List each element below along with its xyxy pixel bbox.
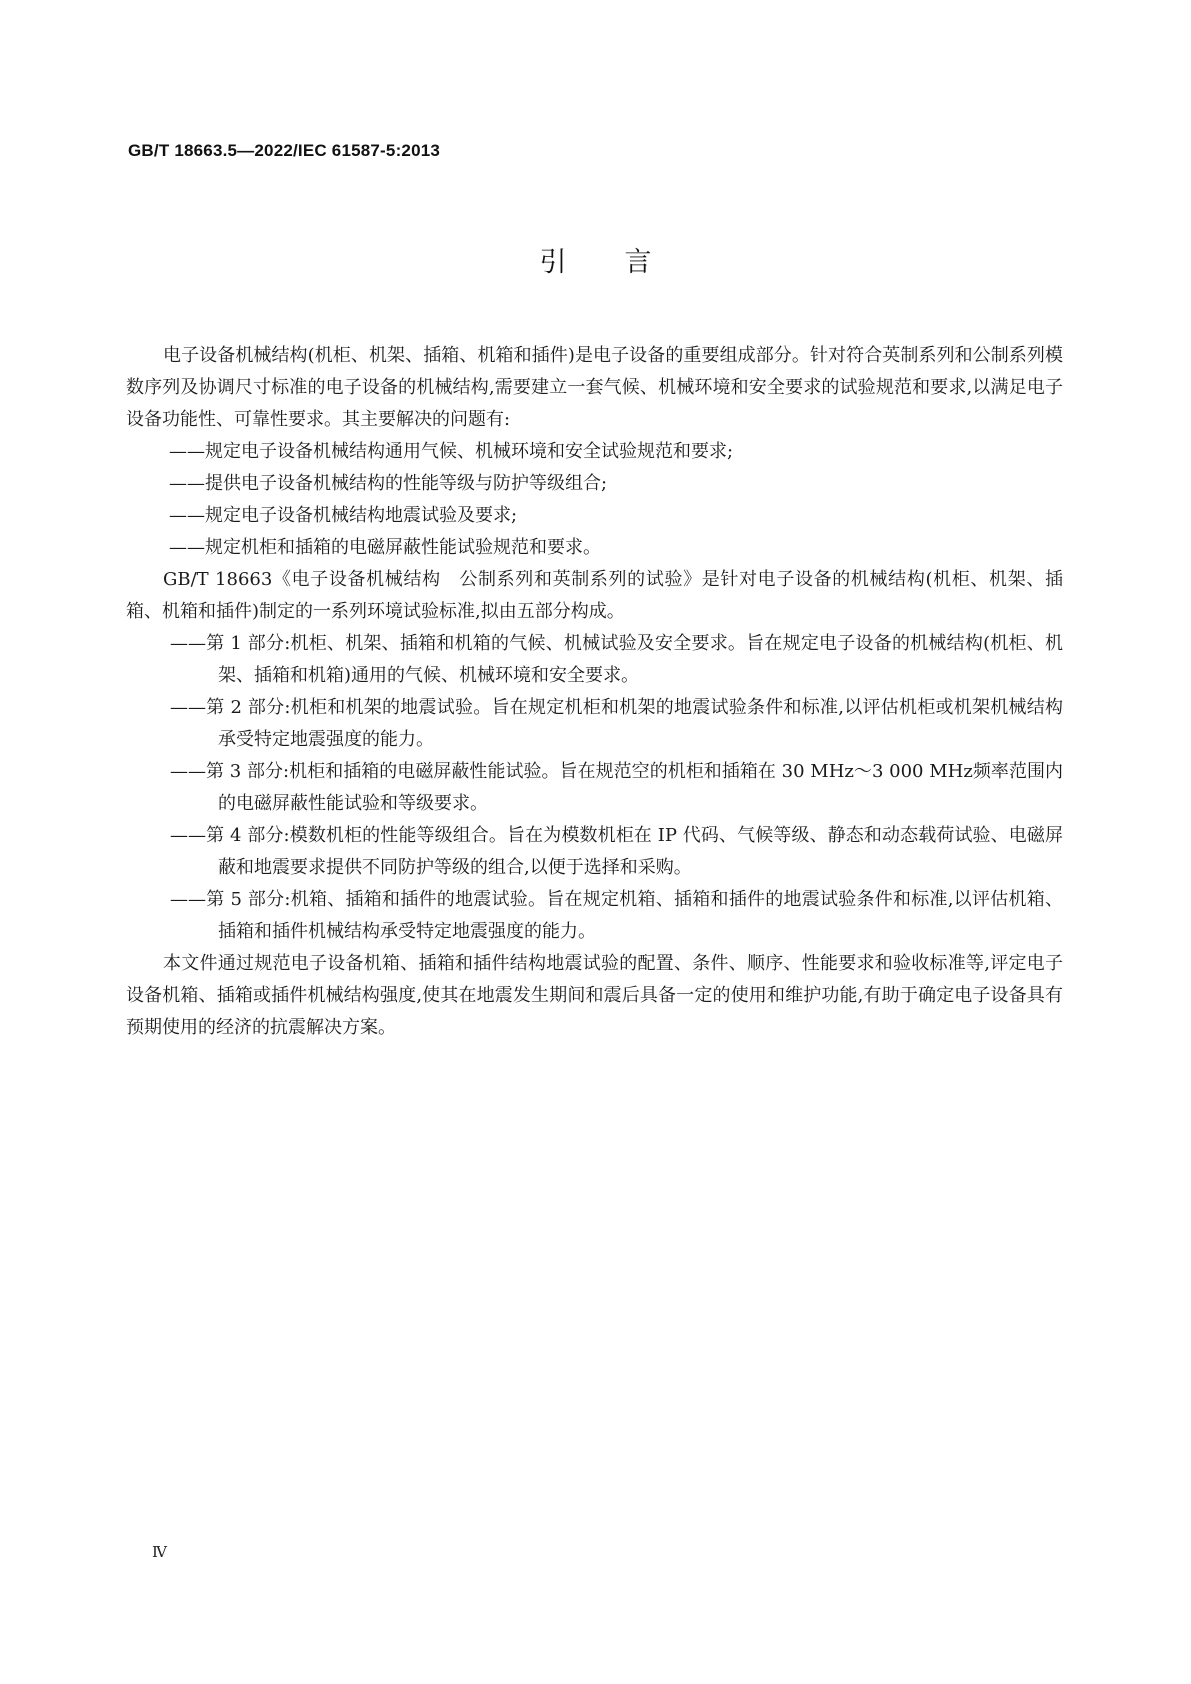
part-item-5: ——第 5 部分:机箱、插箱和插件的地震试验。旨在规定机箱、插箱和插件的地震试验条件和标准,以评估机箱、插箱和插件机械结构承受特定地震强度的能力。 bbox=[170, 889, 1063, 942]
problem-item-1: ——规定电子设备机械结构通用气候、机械环境和安全试验规范和要求; bbox=[169, 441, 734, 462]
problem-item-4: ——规定机柜和插箱的电磁屏蔽性能试验规范和要求。 bbox=[169, 537, 601, 558]
closing-paragraph: 本文件通过规范电子设备机箱、插箱和插件结构地震试验的配置、条件、顺序、性能要求和验收标准等,评定电子设备机箱、插箱或插件机械结构强度,使其在地震发生期间和震后具备一定的使用和维护功能,有助于确定电子设备具有预期使用的经济的抗震解决方案。 bbox=[126, 953, 1063, 1038]
intro-paragraph: 电子设备机械结构(机柜、机架、插箱、机箱和插件)是电子设备的重要组成部分。针对符合英制系列和公制系列模数序列及协调尺寸标准的电子设备的机械结构,需要建立一套气候、机械环境和安全要求的试验规范和要求,以满足电子设备功能性、可靠性要求。其主要解决的问题有: bbox=[126, 345, 1063, 430]
standard-code-header: GB/T 18663.5—2022/IEC 61587-5:2013 bbox=[128, 141, 441, 160]
document-body bbox=[126, 340, 1063, 1044]
part-item-3: ——第 3 部分:机柜和插箱的电磁屏蔽性能试验。旨在规范空的机柜和插箱在 30 MHz～3 000 MHz频率范围内的电磁屏蔽性能试验和等级要求。 bbox=[170, 761, 1063, 814]
part-item-2: ——第 2 部分:机柜和机架的地震试验。旨在规定机柜和机架的地震试验条件和标准,以评估机柜或机架机械结构承受特定地震强度的能力。 bbox=[170, 697, 1063, 750]
part-item-4: ——第 4 部分:模数机柜的性能等级组合。旨在为模数机柜在 IP 代码、气候等级、静态和动态载荷试验、电磁屏蔽和地震要求提供不同防护等级的组合,以便于选择和采购。 bbox=[170, 825, 1063, 878]
page-number: Ⅳ bbox=[152, 1543, 167, 1561]
problem-item-2: ——提供电子设备机械结构的性能等级与防护等级组合; bbox=[169, 473, 608, 494]
series-paragraph: GB/T 18663《电子设备机械结构 公制系列和英制系列的试验》是针对电子设备的机械结构(机柜、机架、插箱、机箱和插件)制定的一系列环境试验标准,拟由五部分构成。 bbox=[126, 569, 1063, 622]
problem-item-3: ——规定电子设备机械结构地震试验及要求; bbox=[169, 505, 518, 526]
page-title: 引言 bbox=[539, 247, 710, 278]
part-item-1: ——第 1 部分:机柜、机架、插箱和机箱的气候、机械试验及安全要求。旨在规定电子设备的机械结构(机柜、机架、插箱和机箱)通用的气候、机械环境和安全要求。 bbox=[170, 633, 1063, 686]
